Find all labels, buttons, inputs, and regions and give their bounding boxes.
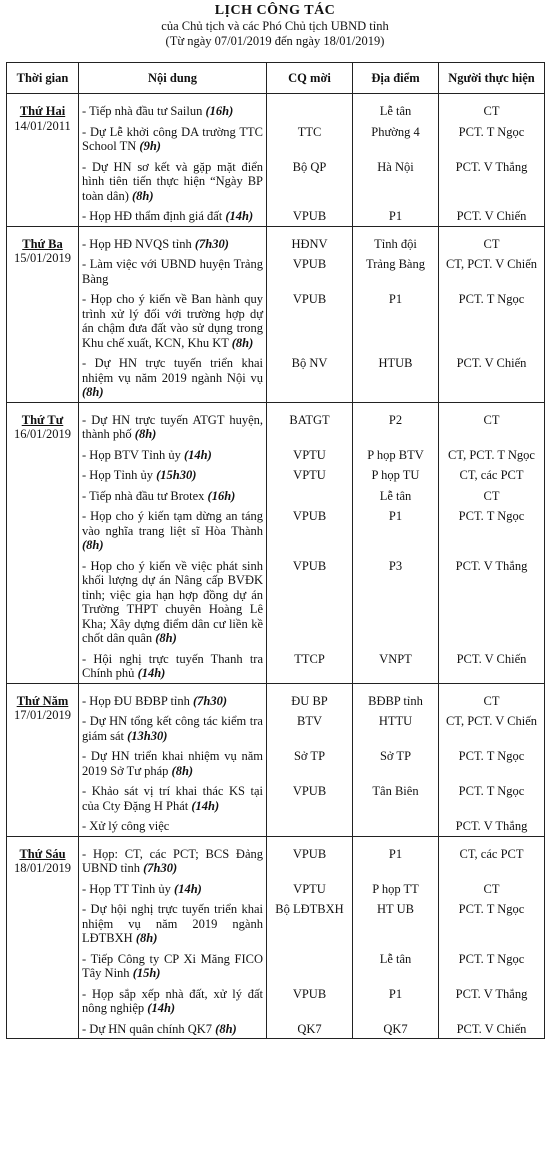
content-text: - Tiếp Công ty CP Xi Măng FICO Tây Ninh xyxy=(82,952,263,981)
person-cell: CT xyxy=(439,402,545,444)
time-text: (16h) xyxy=(205,104,234,118)
org-cell xyxy=(267,815,353,836)
table-row xyxy=(7,745,545,780)
content-cell xyxy=(79,94,267,121)
table-row xyxy=(7,226,545,253)
person-cell: CT xyxy=(439,683,545,710)
content-cell xyxy=(79,288,267,352)
place-cell: QK7 xyxy=(353,1018,439,1039)
content-cell xyxy=(79,121,267,156)
place-cell: P1 xyxy=(353,288,439,352)
table-row xyxy=(7,648,545,684)
content-cell xyxy=(79,745,267,780)
place-cell: HTUB xyxy=(353,352,439,402)
place-cell: HTTU xyxy=(353,710,439,745)
time-text: (14h) xyxy=(183,447,212,462)
place-cell: P1 xyxy=(353,836,439,878)
content-text: - Họp HĐ NVQS tỉnh xyxy=(82,237,192,251)
content-cell xyxy=(79,898,267,948)
schedule-body xyxy=(7,94,545,1039)
time-text: (8h) xyxy=(215,1021,237,1036)
content-text: - Dự Lễ khởi công DA trường TTC School TN xyxy=(82,125,263,154)
table-row xyxy=(7,94,545,121)
time-text: (9h) xyxy=(139,139,161,153)
org-cell: VPUB xyxy=(267,253,353,288)
person-cell: PCT. T Ngọc xyxy=(439,505,545,555)
day-cell xyxy=(7,402,79,683)
table-row xyxy=(7,983,545,1018)
org-cell: VPUB xyxy=(267,983,353,1018)
person-cell: CT xyxy=(439,878,545,899)
content-cell xyxy=(79,836,267,878)
content-text: - Dự hội nghị trực tuyến triển khai nhiệm vụ năm 2019 ngành LĐTBXH xyxy=(82,902,263,945)
col-header-person: Người thực hiện xyxy=(439,63,545,94)
content-text: - Dự HN triển khai nhiệm vụ năm 2019 Sở Tư pháp xyxy=(82,749,263,778)
content-cell xyxy=(79,555,267,648)
content-text: - Tiếp nhà đầu tư Sailun xyxy=(82,104,202,118)
person-cell: PCT. V Chiến xyxy=(439,648,545,684)
day-date: 16/01/2019 xyxy=(14,427,71,441)
table-row xyxy=(7,878,545,899)
place-cell: P1 xyxy=(353,205,439,226)
org-cell: Bộ LĐTBXH xyxy=(267,898,353,948)
content-cell xyxy=(79,710,267,745)
document-subtitle: của Chủ tịch và các Phó Chủ tịch UBND tỉnh xyxy=(161,19,389,33)
org-cell xyxy=(267,485,353,506)
content-cell xyxy=(79,205,267,226)
table-row xyxy=(7,464,545,485)
place-cell: P họp TU xyxy=(353,464,439,485)
content-text: - Họp ĐU BĐBP tỉnh xyxy=(82,694,190,708)
org-cell: VPTU xyxy=(267,878,353,899)
org-cell: VPUB xyxy=(267,780,353,815)
person-cell: CT xyxy=(439,485,545,506)
time-text: (8h) xyxy=(131,188,154,203)
content-cell xyxy=(79,648,267,684)
org-cell: Bộ QP xyxy=(267,156,353,206)
place-cell xyxy=(353,815,439,836)
person-cell: PCT. V Thắng xyxy=(439,555,545,648)
day-date: 15/01/2019 xyxy=(14,251,71,265)
content-text: - Dự HN trực tuyến ATGT huyện, thành phố xyxy=(82,413,263,442)
place-cell: BĐBP tỉnh xyxy=(353,683,439,710)
table-row xyxy=(7,402,545,444)
table-row xyxy=(7,205,545,226)
col-header-content: Nội dung xyxy=(79,63,267,94)
time-text: (16h) xyxy=(207,488,236,503)
table-row xyxy=(7,815,545,836)
person-cell: PCT. T Ngọc xyxy=(439,745,545,780)
time-text: (14h) xyxy=(174,881,202,896)
table-row xyxy=(7,836,545,878)
day-cell xyxy=(7,836,79,1039)
table-row xyxy=(7,253,545,288)
day-cell xyxy=(7,94,79,227)
org-cell: VPTU xyxy=(267,464,353,485)
table-row xyxy=(7,555,545,648)
place-cell: P họp TT xyxy=(353,878,439,899)
day-name: Thứ Ba xyxy=(22,236,63,251)
day-date: 18/01/2019 xyxy=(14,861,71,875)
person-cell: CT xyxy=(439,94,545,121)
content-cell xyxy=(79,815,267,836)
person-cell: CT, các PCT xyxy=(439,464,545,485)
day-cell xyxy=(7,226,79,402)
content-text: - Họp sắp xếp nhà đất, xử lý đất nông nghiệp xyxy=(82,987,263,1016)
table-row xyxy=(7,288,545,352)
content-cell xyxy=(79,878,267,899)
content-text: - Họp: CT, các PCT; BCS Đảng UBND tỉnh xyxy=(82,847,263,876)
org-cell: VPUB xyxy=(267,505,353,555)
content-text: - Họp Tỉnh ủy xyxy=(82,468,153,482)
content-cell xyxy=(79,156,267,206)
person-cell: PCT. V Chiến xyxy=(439,1018,545,1039)
schedule-table xyxy=(6,62,545,1039)
org-cell: HĐNV xyxy=(267,226,353,253)
table-row xyxy=(7,1018,545,1039)
table-row xyxy=(7,444,545,465)
table-row xyxy=(7,505,545,555)
org-cell: VPTU xyxy=(267,444,353,465)
table-row xyxy=(7,780,545,815)
time-text: (14h) xyxy=(225,209,254,223)
content-cell xyxy=(79,683,267,710)
place-cell: Sở TP xyxy=(353,745,439,780)
place-cell: P họp BTV xyxy=(353,444,439,465)
col-header-time: Thời gian xyxy=(7,63,79,94)
person-cell: PCT. T Ngọc xyxy=(439,780,545,815)
document-title: LỊCH CÔNG TÁC xyxy=(214,3,336,18)
time-text: (8h) xyxy=(155,631,177,645)
content-text: - Dự HN trực tuyến triển khai nhiệm vụ năm 2019 ngành Nội vụ xyxy=(82,356,263,385)
org-cell: VPUB xyxy=(267,288,353,352)
person-cell: CT, các PCT xyxy=(439,836,545,878)
content-text: - Xử lý công việc xyxy=(82,819,169,833)
place-cell: Trảng Bàng xyxy=(353,253,439,288)
place-cell: P1 xyxy=(353,983,439,1018)
day-name: Thứ Năm xyxy=(16,693,69,708)
place-cell: Lễ tân xyxy=(353,94,439,121)
place-cell: HT UB xyxy=(353,898,439,948)
time-text: (8h) xyxy=(171,763,194,778)
org-cell: VPUB xyxy=(267,205,353,226)
content-text: - Họp TT Tỉnh ủy xyxy=(82,882,171,896)
org-cell: ĐU BP xyxy=(267,683,353,710)
time-text: (8h) xyxy=(82,385,104,399)
content-cell xyxy=(79,983,267,1018)
place-cell: Lễ tân xyxy=(353,948,439,983)
org-cell xyxy=(267,94,353,121)
date-range: (Từ ngày 07/01/2019 đến ngày 18/01/2019) xyxy=(165,34,385,48)
person-cell: PCT. T Ngọc xyxy=(439,898,545,948)
day-date: 14/01/2011 xyxy=(14,118,71,133)
table-row xyxy=(7,898,545,948)
person-cell: PCT. V Thắng xyxy=(439,156,545,206)
time-text: (14h) xyxy=(147,1001,176,1015)
place-cell: P3 xyxy=(353,555,439,648)
time-text: (13h30) xyxy=(127,728,168,743)
person-cell: PCT. T Ngọc xyxy=(439,121,545,156)
place-cell: Hà Nội xyxy=(353,156,439,206)
person-cell: CT xyxy=(439,226,545,253)
content-text: - Họp cho ý kiến về việc phát sinh khối lượng dự án Nâng cấp BVĐK tỉnh; việc gia hạn hợp đồng dự án Trường THPT chuyên Hoàng Lê Kha; Xây dựng điểm dân cư liền kề chốt dân quân xyxy=(82,559,263,646)
table-row xyxy=(7,485,545,506)
place-cell: Tân Biên xyxy=(353,780,439,815)
person-cell: PCT. V Chiến xyxy=(439,352,545,402)
content-text: - Khảo sát vị trí khai thác KS tại của Cty Đặng H Phát xyxy=(82,784,263,813)
time-text: (8h) xyxy=(231,335,254,350)
org-cell: BATGT xyxy=(267,402,353,444)
org-cell: Sở TP xyxy=(267,745,353,780)
time-text: (15h) xyxy=(132,966,161,980)
table-row xyxy=(7,156,545,206)
table-row xyxy=(7,710,545,745)
content-text: - Họp HĐ thẩm định giá đất xyxy=(82,209,222,223)
org-cell: TTC xyxy=(267,121,353,156)
content-text: - Họp cho ý kiến về Ban hành quy trình xử lý đối với trường hợp dự án chậm đưa đất vào sử dụng trong Khu chế xuất, KCN, Khu KT xyxy=(82,292,263,350)
person-cell: PCT. V Thắng xyxy=(439,815,545,836)
col-header-place: Địa điểm xyxy=(353,63,439,94)
time-text: (15h30) xyxy=(156,468,197,482)
place-cell: VNPT xyxy=(353,648,439,684)
person-cell: PCT. V Chiến xyxy=(439,205,545,226)
person-cell: CT, PCT. T Ngọc xyxy=(439,444,545,465)
document-header xyxy=(0,2,550,49)
table-row xyxy=(7,683,545,710)
person-cell: PCT. T Ngọc xyxy=(439,948,545,983)
content-cell xyxy=(79,505,267,555)
person-cell: PCT. T Ngọc xyxy=(439,288,545,352)
time-text: (8h) xyxy=(134,427,157,441)
table-row xyxy=(7,121,545,156)
day-cell xyxy=(7,683,79,836)
org-cell: BTV xyxy=(267,710,353,745)
place-cell: P2 xyxy=(353,402,439,444)
content-cell xyxy=(79,1018,267,1039)
content-text: - Làm việc với UBND huyện Trảng Bàng xyxy=(82,257,263,286)
person-cell: PCT. V Thắng xyxy=(439,983,545,1018)
content-cell xyxy=(79,485,267,506)
col-header-org: CQ mời xyxy=(267,63,353,94)
content-cell xyxy=(79,226,267,253)
content-text: - Họp cho ý kiến tạm dừng an táng vào nghĩa trang liệt sĩ Hòa Thành xyxy=(82,509,263,538)
org-cell: VPUB xyxy=(267,555,353,648)
day-name: Thứ Hai xyxy=(19,104,66,118)
org-cell: QK7 xyxy=(267,1018,353,1039)
place-cell: Tỉnh đội xyxy=(353,226,439,253)
content-text: - Tiếp nhà đầu tư Brotex xyxy=(82,489,204,503)
day-name: Thứ Tư xyxy=(21,412,64,427)
content-cell xyxy=(79,444,267,465)
time-text: (8h) xyxy=(82,538,104,552)
table-row xyxy=(7,352,545,402)
content-cell xyxy=(79,352,267,402)
time-text: (7h30) xyxy=(143,861,178,875)
content-cell xyxy=(79,253,267,288)
place-cell: Lễ tân xyxy=(353,485,439,506)
content-cell xyxy=(79,402,267,444)
place-cell: P1 xyxy=(353,505,439,555)
time-text: (7h30) xyxy=(194,236,229,251)
time-text: (14h) xyxy=(137,666,166,680)
org-cell: VPUB xyxy=(267,836,353,878)
day-date: 17/01/2019 xyxy=(14,708,71,722)
content-text: - Hội nghị trực tuyến Thanh tra Chính phủ xyxy=(82,652,263,681)
place-cell: Phường 4 xyxy=(353,121,439,156)
content-text: - Dự HN sơ kết và gặp mặt điển hình tiên tiến thực hiện “Ngày BP toàn dân) xyxy=(82,160,263,203)
content-text: - Họp BTV Tỉnh ủy xyxy=(82,448,181,462)
content-text: - Dự HN tổng kết công tác kiểm tra giám sát xyxy=(82,714,263,743)
time-text: (7h30) xyxy=(193,693,228,708)
org-cell xyxy=(267,948,353,983)
org-cell: TTCP xyxy=(267,648,353,684)
content-cell xyxy=(79,464,267,485)
content-text: - Dự HN quân chính QK7 xyxy=(82,1022,212,1036)
org-cell: Bộ NV xyxy=(267,352,353,402)
person-cell: CT, PCT. V Chiến xyxy=(439,253,545,288)
content-cell xyxy=(79,948,267,983)
table-row xyxy=(7,948,545,983)
content-cell xyxy=(79,780,267,815)
time-text: (8h) xyxy=(135,931,158,945)
day-name: Thứ Sáu xyxy=(19,846,66,861)
table-header-row xyxy=(7,63,545,94)
time-text: (14h) xyxy=(191,798,220,813)
person-cell: CT, PCT. V Chiến xyxy=(439,710,545,745)
